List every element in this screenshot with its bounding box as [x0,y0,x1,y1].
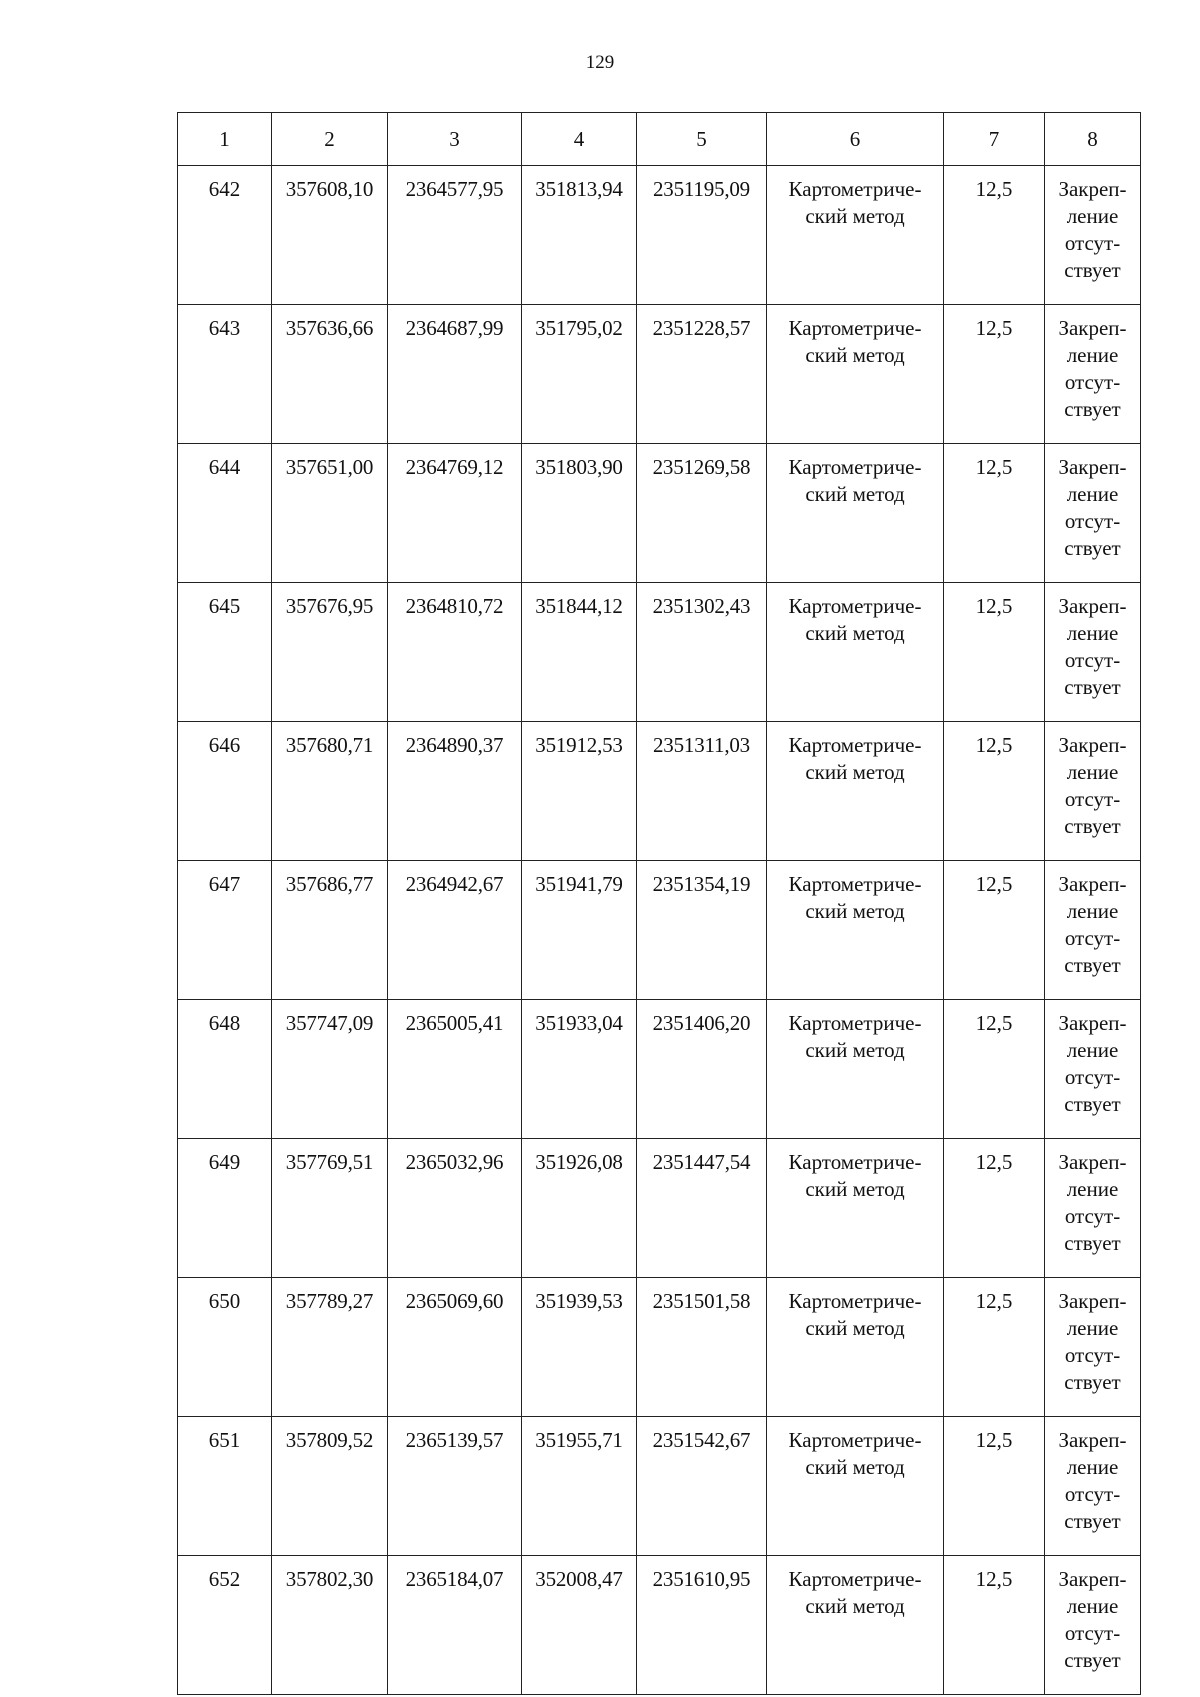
accuracy-cell: 12,5 [944,1000,1045,1139]
x2-coordinate-cell: 351926,08 [522,1139,637,1278]
y-coordinate-cell: 2364810,72 [388,583,522,722]
fixing-cell: Закреп- ление отсут- ствует [1045,1278,1141,1417]
x-coordinate-cell: 357676,95 [272,583,388,722]
x-coordinate-cell: 357789,27 [272,1278,388,1417]
method-cell: Картометриче- ский метод [767,1139,944,1278]
header-col-3: 3 [388,113,522,166]
x2-coordinate-cell: 351844,12 [522,583,637,722]
table-row [178,722,1141,861]
x2-coordinate-cell: 351939,53 [522,1278,637,1417]
header-col-7: 7 [944,113,1045,166]
x-coordinate-cell: 357686,77 [272,861,388,1000]
method-cell: Картометриче- ский метод [767,166,944,305]
accuracy-cell: 12,5 [944,1278,1045,1417]
accuracy-cell: 12,5 [944,444,1045,583]
fixing-cell: Закреп- ление отсут- ствует [1045,583,1141,722]
x2-coordinate-cell: 351803,90 [522,444,637,583]
method-cell: Картометриче- ский метод [767,1000,944,1139]
y2-coordinate-cell: 2351501,58 [637,1278,767,1417]
y2-coordinate-cell: 2351542,67 [637,1417,767,1556]
y-coordinate-cell: 2365184,07 [388,1556,522,1695]
x-coordinate-cell: 357747,09 [272,1000,388,1139]
header-col-2: 2 [272,113,388,166]
x-coordinate-cell: 357680,71 [272,722,388,861]
table-row [178,305,1141,444]
x2-coordinate-cell: 351813,94 [522,166,637,305]
header-col-6: 6 [767,113,944,166]
x-coordinate-cell: 357809,52 [272,1417,388,1556]
fixing-cell: Закреп- ление отсут- ствует [1045,861,1141,1000]
point-number-cell: 652 [178,1556,272,1695]
table-row [178,166,1141,305]
y2-coordinate-cell: 2351228,57 [637,305,767,444]
method-cell: Картометриче- ский метод [767,305,944,444]
table-row [178,861,1141,1000]
table-row [178,1139,1141,1278]
point-number-cell: 649 [178,1139,272,1278]
fixing-cell: Закреп- ление отсут- ствует [1045,1556,1141,1695]
point-number-cell: 642 [178,166,272,305]
method-cell: Картометриче- ский метод [767,861,944,1000]
x2-coordinate-cell: 351795,02 [522,305,637,444]
accuracy-cell: 12,5 [944,166,1045,305]
method-cell: Картометриче- ский метод [767,1278,944,1417]
table-row [178,1278,1141,1417]
point-number-cell: 645 [178,583,272,722]
x-coordinate-cell: 357769,51 [272,1139,388,1278]
table-row [178,1000,1141,1139]
point-number-cell: 646 [178,722,272,861]
point-number-cell: 650 [178,1278,272,1417]
y-coordinate-cell: 2364687,99 [388,305,522,444]
y2-coordinate-cell: 2351447,54 [637,1139,767,1278]
method-cell: Картометриче- ский метод [767,444,944,583]
point-number-cell: 647 [178,861,272,1000]
header-col-8: 8 [1045,113,1141,166]
fixing-cell: Закреп- ление отсут- ствует [1045,722,1141,861]
table-header [178,113,1141,166]
accuracy-cell: 12,5 [944,1556,1045,1695]
point-number-cell: 648 [178,1000,272,1139]
accuracy-cell: 12,5 [944,1417,1045,1556]
accuracy-cell: 12,5 [944,722,1045,861]
accuracy-cell: 12,5 [944,305,1045,444]
x2-coordinate-cell: 351955,71 [522,1417,637,1556]
fixing-cell: Закреп- ление отсут- ствует [1045,1417,1141,1556]
x-coordinate-cell: 357608,10 [272,166,388,305]
y-coordinate-cell: 2365139,57 [388,1417,522,1556]
y-coordinate-cell: 2364577,95 [388,166,522,305]
method-cell: Картометриче- ский метод [767,1556,944,1695]
fixing-cell: Закреп- ление отсут- ствует [1045,444,1141,583]
header-col-1: 1 [178,113,272,166]
table-row [178,583,1141,722]
y2-coordinate-cell: 2351610,95 [637,1556,767,1695]
header-col-5: 5 [637,113,767,166]
point-number-cell: 651 [178,1417,272,1556]
y-coordinate-cell: 2364942,67 [388,861,522,1000]
fixing-cell: Закреп- ление отсут- ствует [1045,1139,1141,1278]
accuracy-cell: 12,5 [944,1139,1045,1278]
point-number-cell: 644 [178,444,272,583]
coordinates-table [177,112,1141,1695]
method-cell: Картометриче- ский метод [767,1417,944,1556]
fixing-cell: Закреп- ление отсут- ствует [1045,1000,1141,1139]
y2-coordinate-cell: 2351311,03 [637,722,767,861]
y-coordinate-cell: 2365005,41 [388,1000,522,1139]
header-row [178,113,1141,166]
method-cell: Картометриче- ский метод [767,722,944,861]
table-body [178,166,1141,1695]
y2-coordinate-cell: 2351406,20 [637,1000,767,1139]
y2-coordinate-cell: 2351302,43 [637,583,767,722]
x2-coordinate-cell: 351941,79 [522,861,637,1000]
table-row [178,1556,1141,1695]
x2-coordinate-cell: 352008,47 [522,1556,637,1695]
y-coordinate-cell: 2364890,37 [388,722,522,861]
x-coordinate-cell: 357651,00 [272,444,388,583]
table-row [178,1417,1141,1556]
accuracy-cell: 12,5 [944,861,1045,1000]
x-coordinate-cell: 357636,66 [272,305,388,444]
y2-coordinate-cell: 2351195,09 [637,166,767,305]
y-coordinate-cell: 2365032,96 [388,1139,522,1278]
accuracy-cell: 12,5 [944,583,1045,722]
fixing-cell: Закреп- ление отсут- ствует [1045,305,1141,444]
header-col-4: 4 [522,113,637,166]
page-number: 129 [585,52,615,73]
x2-coordinate-cell: 351933,04 [522,1000,637,1139]
y-coordinate-cell: 2364769,12 [388,444,522,583]
y-coordinate-cell: 2365069,60 [388,1278,522,1417]
method-cell: Картометриче- ский метод [767,583,944,722]
table-row [178,444,1141,583]
x-coordinate-cell: 357802,30 [272,1556,388,1695]
y2-coordinate-cell: 2351354,19 [637,861,767,1000]
fixing-cell: Закреп- ление отсут- ствует [1045,166,1141,305]
y2-coordinate-cell: 2351269,58 [637,444,767,583]
x2-coordinate-cell: 351912,53 [522,722,637,861]
point-number-cell: 643 [178,305,272,444]
